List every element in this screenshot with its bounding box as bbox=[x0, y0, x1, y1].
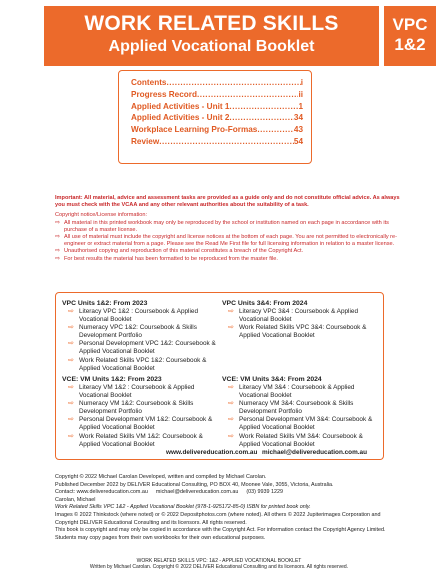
list-item: ⇨ For best results the material has been formatted to be reproduced from the master file. bbox=[55, 256, 400, 263]
list-item: ⇨ Personal Development VM 3&4: Coursebook & Applied Vocational Booklet bbox=[228, 416, 377, 432]
vm-1-2-column bbox=[62, 375, 217, 449]
list-item: ⇨ Work Related Skills VM 3&4: Coursebook & Applied Vocational Booklet bbox=[228, 433, 377, 449]
author-line: Carolan, Michael bbox=[55, 496, 96, 503]
toc-entry-contents[interactable] bbox=[131, 77, 303, 89]
toc-page: 54 bbox=[293, 136, 303, 146]
list-item: ⇨ Unauthorised copying and reproduction of this material constitutes a breach of the Copyright Act. bbox=[55, 248, 400, 255]
list-item: ⇨ Literacy VPC 1&2 : Coursebook & Applied Vocational Booklet bbox=[68, 308, 217, 324]
toc-leader bbox=[257, 124, 294, 136]
toc-entry-unit-2[interactable] bbox=[131, 112, 303, 124]
toc-label: Applied Activities - Unit 2 bbox=[131, 113, 230, 123]
toc-entry-review[interactable] bbox=[131, 136, 303, 148]
book-series-panel bbox=[55, 292, 384, 460]
toc-leader bbox=[229, 112, 293, 124]
header bbox=[0, 0, 438, 70]
toc-entry-progress-record[interactable] bbox=[131, 89, 303, 101]
vm-3-4-column bbox=[222, 375, 377, 449]
badge-line-2: 1&2 bbox=[394, 35, 426, 54]
list-item: ⇨ Work Related Skills VPC 1&2: Coursebook & Applied Vocational Booklet bbox=[68, 357, 217, 373]
toc-page: ii bbox=[298, 89, 303, 99]
toc-leader bbox=[229, 101, 298, 113]
list-item: ⇨ Numeracy VM 1&2: Coursebook & Skills Development Portfolio bbox=[68, 400, 217, 416]
page-footer bbox=[0, 558, 438, 571]
list-item: ⇨ Work Related Skills VM 1&2: Coursebook & Applied Vocational Booklet bbox=[68, 433, 217, 449]
toc-leader bbox=[166, 77, 300, 89]
copyright-heading: Copyright notice/License information: bbox=[55, 212, 148, 219]
toc-label: Progress Record bbox=[131, 89, 197, 99]
title-banner bbox=[44, 6, 379, 66]
list-item: ⇨ Personal Development VM 1&2: Coursebook & Applied Vocational Booklet bbox=[68, 416, 217, 432]
copyright-line: Copyright © 2022 Michael Carolan Developed, written and compiled by Michael Carolan. bbox=[55, 474, 267, 480]
website-link[interactable]: www.delivereducation.com.au bbox=[166, 449, 258, 456]
vpc-1-2-column bbox=[62, 299, 217, 373]
column-heading: VCE: VM Units 1&2: From 2023 bbox=[62, 376, 162, 383]
vpc-3-4-column bbox=[222, 299, 377, 340]
email-link[interactable]: michael@delivereducation.com.au bbox=[262, 449, 367, 456]
page-subtitle: Applied Vocational Booklet bbox=[108, 38, 315, 55]
toc-entry-pro-formas[interactable] bbox=[131, 124, 303, 136]
list-item: ⇨ Numeracy VM 3&4: Coursebook & Skills Development Portfolio bbox=[228, 400, 377, 416]
toc-page: 1 bbox=[298, 101, 303, 111]
important-notice: Important: All material, advice and assessment tasks are provided as a guide only and do not constitute official advice. As always you must check with the VCAA and any other relevant authorities about the suitability of a task. bbox=[55, 195, 400, 209]
toc-page: 43 bbox=[293, 125, 303, 135]
images-credit: Images © 2022 Thinkstock (where noted) or © 2022 Depositphotos.com (where noted). All others © 2022 Jupiterimages Corporation and Copyright DELIVER Educational Consulting and its licensors. All rights reserved. bbox=[55, 511, 381, 526]
list-item: ⇨ All use of material must include the copyright and license notices at the bottom of each page. You are not permitted to electronically re-engineer or extract material from a page. Please see the Read Me First file for full licensing information in relation to a master license. bbox=[55, 234, 400, 248]
toc-page: 34 bbox=[293, 113, 303, 123]
toc-label: Workplace Learning Pro-Formas bbox=[131, 125, 258, 135]
notice-list bbox=[55, 220, 400, 263]
contact-website[interactable]: Contact: www.delivereducation.com.au bbox=[55, 489, 148, 496]
toc-label: Applied Activities - Unit 1 bbox=[131, 101, 230, 111]
list-item: ⇨ Personal Development VPC 1&2: Coursebook & Applied Vocational Booklet bbox=[68, 340, 217, 356]
toc-label: Review bbox=[131, 136, 160, 146]
footer-title: WORK RELATED SKILLS VPC: 1&2 - APPLIED VOCATIONAL BOOKLET bbox=[136, 558, 302, 564]
list-item: ⇨ Literacy VM 1&2 : Coursebook & Applied Vocational Booklet bbox=[68, 384, 217, 400]
column-heading: VCE: VM Units 3&4: From 2024 bbox=[222, 376, 322, 383]
contact-email[interactable]: michael@delivereducation.com.au bbox=[155, 489, 239, 496]
toc-entry-unit-1[interactable] bbox=[131, 101, 303, 113]
license-line: This book is copyright and may only be copied in accordance with the Copyright Act. For information contact the Copyright Agency Limited. Students may copy pages from their own workbooks for their own educational purposes. bbox=[55, 527, 386, 541]
copyright-block bbox=[55, 474, 400, 542]
list-item: ⇨ Literacy VPC 3&4 : Coursebook & Applied Vocational Booklet bbox=[228, 308, 377, 324]
list-item: ⇨ All material in this printed workbook may only be reproduced by the school or institution named on each page in accordance with its purchase of a master license. bbox=[55, 220, 400, 234]
column-heading: VPC Units 1&2: From 2023 bbox=[62, 300, 148, 307]
contact-phone: (03) 9939 1229 bbox=[246, 489, 283, 496]
license-notice bbox=[55, 195, 400, 263]
toc-label: Contents bbox=[131, 78, 167, 87]
footer-credit: Written by Michael Carolan. Copyright © 2022 DELIVER Educational Consulting and its licensors. All rights reserved. bbox=[89, 564, 349, 571]
isbn-line: Work Related Skills VPC 1&2 - Applied Vocational Booklet (978-1-925172-85-0) ISBN for printed book only. bbox=[55, 504, 311, 511]
page-title: WORK RELATED SKILLS bbox=[84, 12, 339, 35]
toc-leader bbox=[159, 136, 294, 148]
contact-row bbox=[55, 489, 400, 497]
publisher-line: Published December 2022 by DELIVER Educational Consulting, PO BOX 40, Moonee Vale, 3055, Victoria, Australia. bbox=[55, 481, 334, 488]
level-badge bbox=[384, 6, 436, 66]
column-heading: VPC Units 3&4: From 2024 bbox=[222, 300, 308, 307]
toc-page: i bbox=[300, 78, 303, 87]
list-item: ⇨ Literacy VM 3&4 : Coursebook & Applied Vocational Booklet bbox=[228, 384, 377, 400]
list-item: ⇨ Work Related Skills VPC 3&4: Coursebook & Applied Vocational Booklet bbox=[228, 324, 377, 340]
table-of-contents bbox=[118, 70, 312, 164]
toc-leader bbox=[197, 89, 298, 101]
list-item: ⇨ Numeracy VPC 1&2: Coursebook & Skills Development Portfolio bbox=[68, 324, 217, 340]
badge-line-1: VPC bbox=[392, 15, 428, 34]
